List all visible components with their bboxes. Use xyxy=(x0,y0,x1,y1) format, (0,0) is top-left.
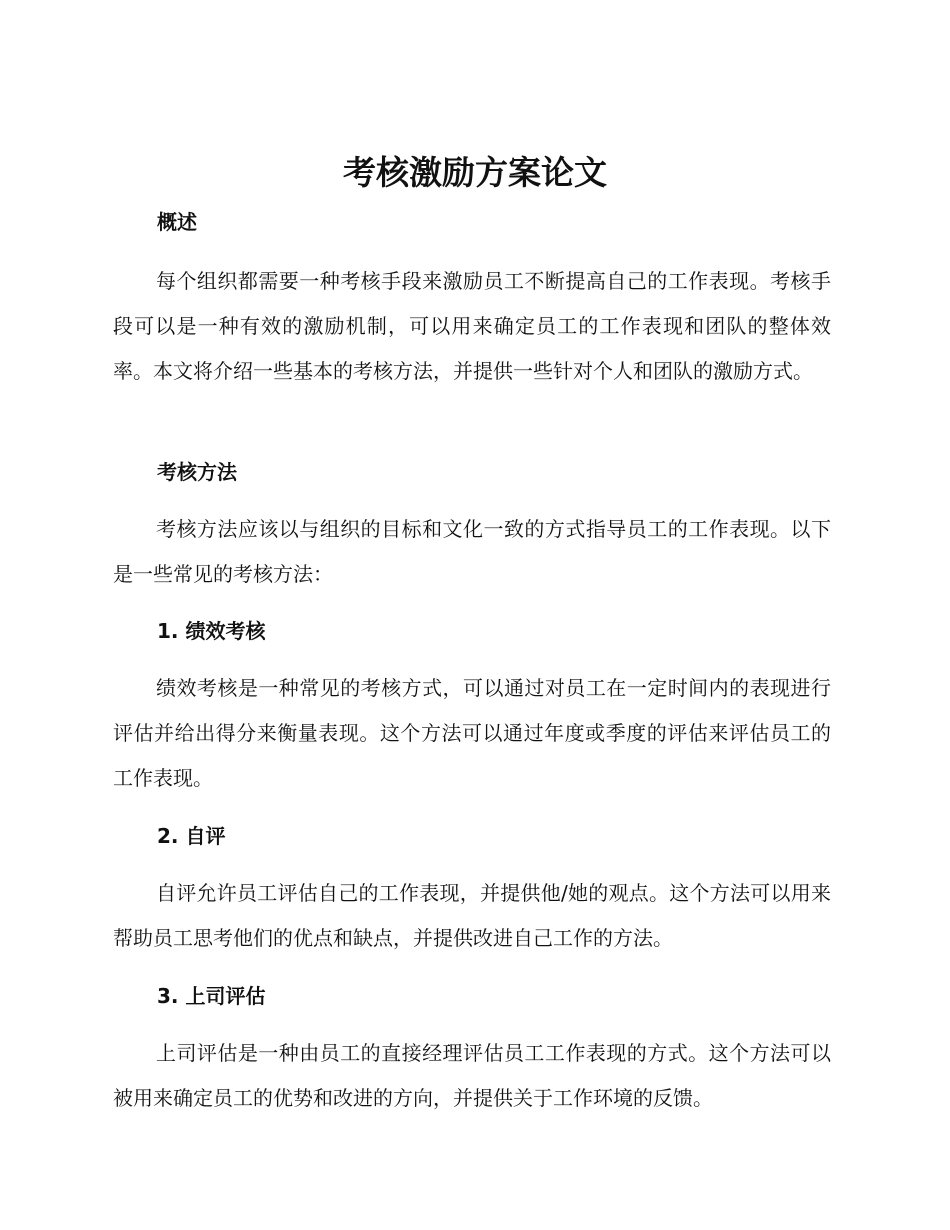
section-body-performance-review: 绩效考核是一种常见的考核方式，可以通过对员工在一定时间内的表现进行评估并给出得分来衡量表现。这个方法可以通过年度或季度的评估来评估员工的工作表现。 xyxy=(113,676,831,790)
section-body-supervisor-review: 上司评估是一种由员工的直接经理评估员工工作表现的方式。这个方法可以被用来确定员工的优势和改进的方向，并提供关于工作环境的反馈。 xyxy=(113,1041,831,1110)
section-heading-overview: 概述 xyxy=(157,210,197,234)
section-body-self-assessment: 自评允许员工评估自己的工作表现，并提供他/她的观点。这个方法可以用来帮助员工思考他们的优点和缺点，并提供改进自己工作的方法。 xyxy=(113,881,831,950)
section-heading-methods: 考核方法 xyxy=(157,460,237,484)
section-heading-performance-review: 1. 绩效考核 xyxy=(157,619,266,643)
section-heading-supervisor-review: 3. 上司评估 xyxy=(157,984,266,1008)
document-title: 考核激励方案论文 xyxy=(343,153,607,192)
section-heading-self-assessment: 2. 自评 xyxy=(157,824,226,848)
section-body-methods: 考核方法应该以与组织的目标和文化一致的方式指导员工的工作表现。以下是一些常见的考核方法： xyxy=(113,517,831,586)
section-body-overview: 每个组织都需要一种考核手段来激励员工不断提高自己的工作表现。考核手段可以是一种有效的激励机制，可以用来确定员工的工作表现和团队的整体效率。本文将介绍一些基本的考核方法，并提供一些针对个人和团队的激励方式。 xyxy=(113,269,831,383)
